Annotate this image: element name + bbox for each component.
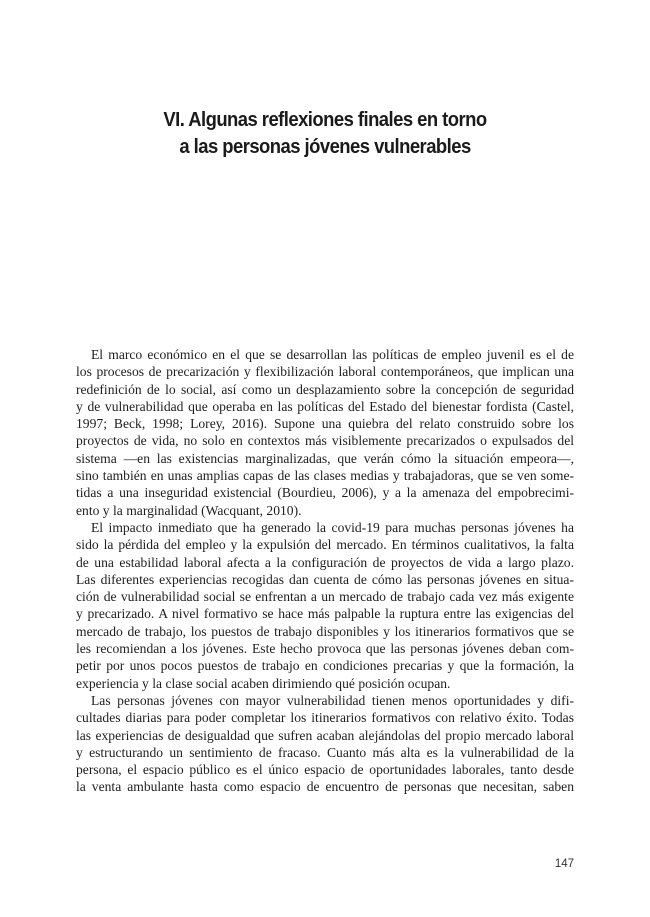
text-line: petir por unos pocos puestos de trabajo en condiciones precarias y que la formación, la [76, 658, 574, 674]
text-line: y de vulnerabilidad que operaba en las políticas del Estado del bienestar fordista (Castel, [76, 398, 574, 414]
text-line: proyectos de vida, no solo en contextos más visiblemente precarizados o expulsados del [76, 433, 574, 449]
text-line: 1997; Beck, 1998; Lorey, 2016). Supone una quiebra del relato construido sobre los [76, 416, 574, 432]
text-line: sino también en unas amplias capas de las clases medias y trabajadoras, que se ven some- [76, 468, 574, 484]
text-line: ción de vulnerabilidad social se enfrentan a un mercado de trabajo cada vez más exigente [76, 589, 574, 605]
text-line: El impacto inmediato que ha generado la covid-19 para muchas personas jóvenes ha [91, 519, 574, 535]
text-line: les recomiendan a los jóvenes. Este hecho provoca que las personas jóvenes deban com- [76, 641, 574, 657]
text-line: sido la pérdida del empleo y la expulsión del mercado. En términos cualitativos, la falta [76, 537, 574, 553]
text-line: persona, el espacio público es el único espacio de oportunidades laborales, tanto desde [76, 762, 574, 778]
chapter-title [105, 106, 546, 160]
text-line: redefinición de lo social, así como un desplazamiento sobre la concepción de seguridad [76, 381, 574, 397]
chapter-title-line: a las personas jóvenes vulnerables [179, 134, 471, 158]
text-line: de una estabilidad laboral afecta a la configuración de proyectos de vida a largo plazo. [76, 554, 574, 570]
text-line: y estructurando un sentimiento de fracaso. Cuanto más alta es la vulnerabilidad de la [76, 744, 574, 760]
paragraph [76, 346, 574, 519]
text-line: Las personas jóvenes con mayor vulnerabilidad tienen menos oportunidades y difi- [91, 692, 574, 708]
text-line: cultades diarias para poder completar los itinerarios formativos con relativo éxito. Todas [76, 710, 574, 726]
text-line: la venta ambulante hasta como espacio de encuentro de personas que necesitan, saben [76, 779, 574, 795]
text-line: experiencia y la clase social acaben dirimiendo qué posición ocupan. [76, 675, 451, 691]
page-number: 147 [554, 858, 574, 870]
text-line: mercado de trabajo, los puestos de trabajo disponibles y los itinerarios formativos que se [76, 623, 574, 639]
text-line: Las diferentes experiencias recogidas dan cuenta de cómo las personas jóvenes en situa- [76, 571, 574, 587]
text-line: ento y la marginalidad (Wacquant, 2010). [76, 502, 302, 518]
text-line: El marco económico en el que se desarrollan las políticas de empleo juvenil es el de [91, 347, 574, 362]
paragraph [76, 692, 574, 796]
text-line: y precarizado. A nivel formativo se hace más palpable la ruptura entre las exigencias del [76, 606, 574, 622]
paragraph [76, 519, 574, 692]
text-line: las experiencias de desigualdad que sufren acaban alejándolas del propio mercado laboral [76, 727, 574, 743]
body-text [76, 346, 574, 796]
text-line: sistema —en las existencias marginalizadas, que verán cómo la situación empeora—, [76, 450, 574, 466]
chapter-title-line: VI. Algunas reflexiones finales en torno [163, 107, 487, 131]
text-line: los procesos de precarización y flexibilización laboral contemporáneos, que implican una [76, 364, 574, 380]
text-line: tidas a una inseguridad existencial (Bourdieu, 2006), y a la amenaza del empobrecimi- [76, 485, 574, 501]
